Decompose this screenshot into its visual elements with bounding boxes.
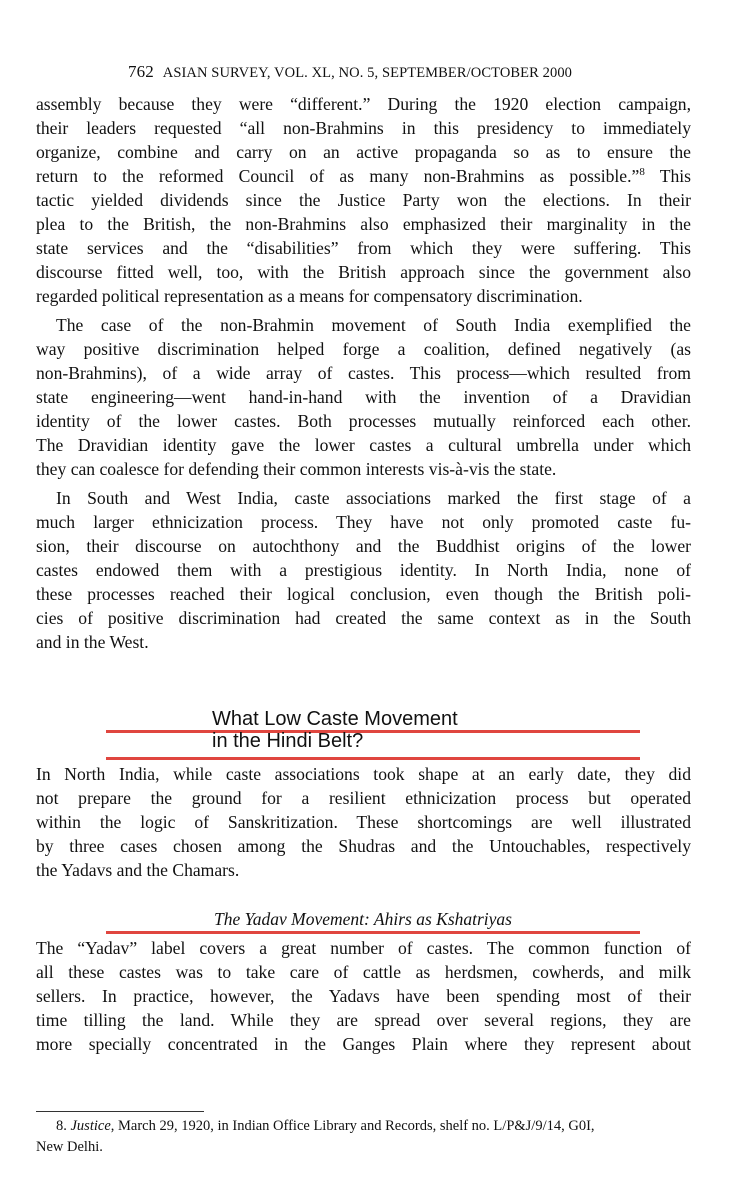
text-line: [36, 164, 691, 188]
text-line: more specially concentrated in the Ganges Plain where they represent about: [36, 1034, 691, 1054]
text-line: their leaders requested “all non-Brahmins in this presidency to immediately: [36, 118, 691, 138]
paragraph-5: [36, 936, 691, 1056]
text-line: time tilling the land. While they are spread over several regions, they are: [36, 1010, 691, 1030]
text-line: castes endowed them with a prestigious identity. In North India, none of: [36, 560, 691, 580]
footnote-number: 8.: [56, 1118, 67, 1134]
text-line: cies of positive discrimination had created the same context as in the South: [36, 608, 691, 628]
text-line: not prepare the ground for a resilient ethnicization process but operated: [36, 788, 691, 808]
text-line: regarded political representation as a means for compensatory discrimination.: [36, 286, 583, 306]
footnote-divider: [36, 1111, 204, 1112]
running-head: [128, 62, 648, 82]
text-line: plea to the British, the non-Brahmins also emphasized their marginality in the: [36, 214, 691, 234]
footnote-line: New Delhi.: [36, 1139, 103, 1155]
section-heading-line-2: in the Hindi Belt?: [212, 730, 364, 752]
text-line: the Yadavs and the Chamars.: [36, 860, 240, 880]
text-line: The Dravidian identity gave the lower castes a cultural umbrella under which: [36, 435, 691, 455]
page-number: 762: [128, 62, 154, 81]
text-segment: return to the reformed Council of as many non-Brahmins as possible.”: [36, 166, 640, 186]
text-line: In North India, while caste associations took shape at an early date, they did: [36, 764, 691, 784]
paragraph-4: [36, 762, 691, 882]
footnote-text: , March 29, 1920, in Indian Office Library and Records, shelf no. L/P&J/9/14, G0I,: [110, 1118, 595, 1134]
text-line: organize, combine and carry on an active propaganda so as to ensure the: [36, 142, 691, 162]
paragraph-2: [36, 313, 691, 481]
text-line: tactic yielded dividends since the Justice Party won the elections. In their: [36, 190, 691, 210]
subsection-heading: The Yadav Movement: Ahirs as Kshatriyas: [214, 909, 512, 929]
journal-citation: ASIAN SURVEY, VOL. XL, NO. 5, SEPTEMBER/OCTOBER 2000: [162, 65, 573, 81]
text-line: discourse fitted well, too, with the British approach since the government also: [36, 262, 691, 282]
text-line: state services and the “disabilities” from which they were suffering. This: [36, 238, 691, 258]
paragraph-1: [36, 92, 691, 308]
section-heading: [212, 708, 458, 752]
text-line: sion, their discourse on autochthony and the Buddhist origins of the lower: [36, 536, 691, 556]
text-line: they can coalesce for defending their common interests vis-à-vis the state.: [36, 459, 557, 479]
highlight-underline: [106, 931, 640, 934]
text-line: assembly because they were “different.” During the 1920 election campaign,: [36, 94, 691, 114]
text-segment: This: [644, 166, 692, 186]
footnote-8: [36, 1116, 691, 1158]
text-line: way positive discrimination helped forge a coalition, defined negatively (as: [36, 339, 691, 359]
text-line: within the logic of Sanskritization. These shortcomings are well illustrated: [36, 812, 691, 832]
highlight-underline: [106, 757, 640, 760]
text-line: these processes reached their logical conclusion, even though the British poli-: [36, 584, 691, 604]
text-line: state engineering—went hand-in-hand with the invention of a Dravidian: [36, 387, 691, 407]
text-line: identity of the lower castes. Both processes mutually reinforced each other.: [36, 411, 691, 431]
text-line: and in the West.: [36, 632, 149, 652]
text-line: non-Brahmins), of a wide array of castes. This process—which resulted from: [36, 363, 691, 383]
text-line: all these castes was to take care of cattle as herdsmen, cowherds, and milk: [36, 962, 691, 982]
text-line: The case of the non-Brahmin movement of South India exemplified the: [56, 315, 691, 335]
text-line: sellers. In practice, however, the Yadavs have been spending most of their: [36, 986, 691, 1006]
text-line: by three cases chosen among the Shudras and the Untouchables, respectively: [36, 836, 691, 856]
text-line: In South and West India, caste associations marked the first stage of a: [56, 488, 691, 508]
text-line: much larger ethnicization process. They have not only promoted caste fu-: [36, 512, 691, 532]
text-line: The “Yadav” label covers a great number of castes. The common function of: [36, 938, 691, 958]
footnote-line: [36, 1116, 691, 1137]
section-heading-line-1: What Low Caste Movement: [212, 708, 458, 730]
paragraph-3: [36, 486, 691, 654]
footnote-ref-8[interactable]: 8: [639, 166, 645, 179]
footnote-title: Justice: [70, 1118, 111, 1134]
